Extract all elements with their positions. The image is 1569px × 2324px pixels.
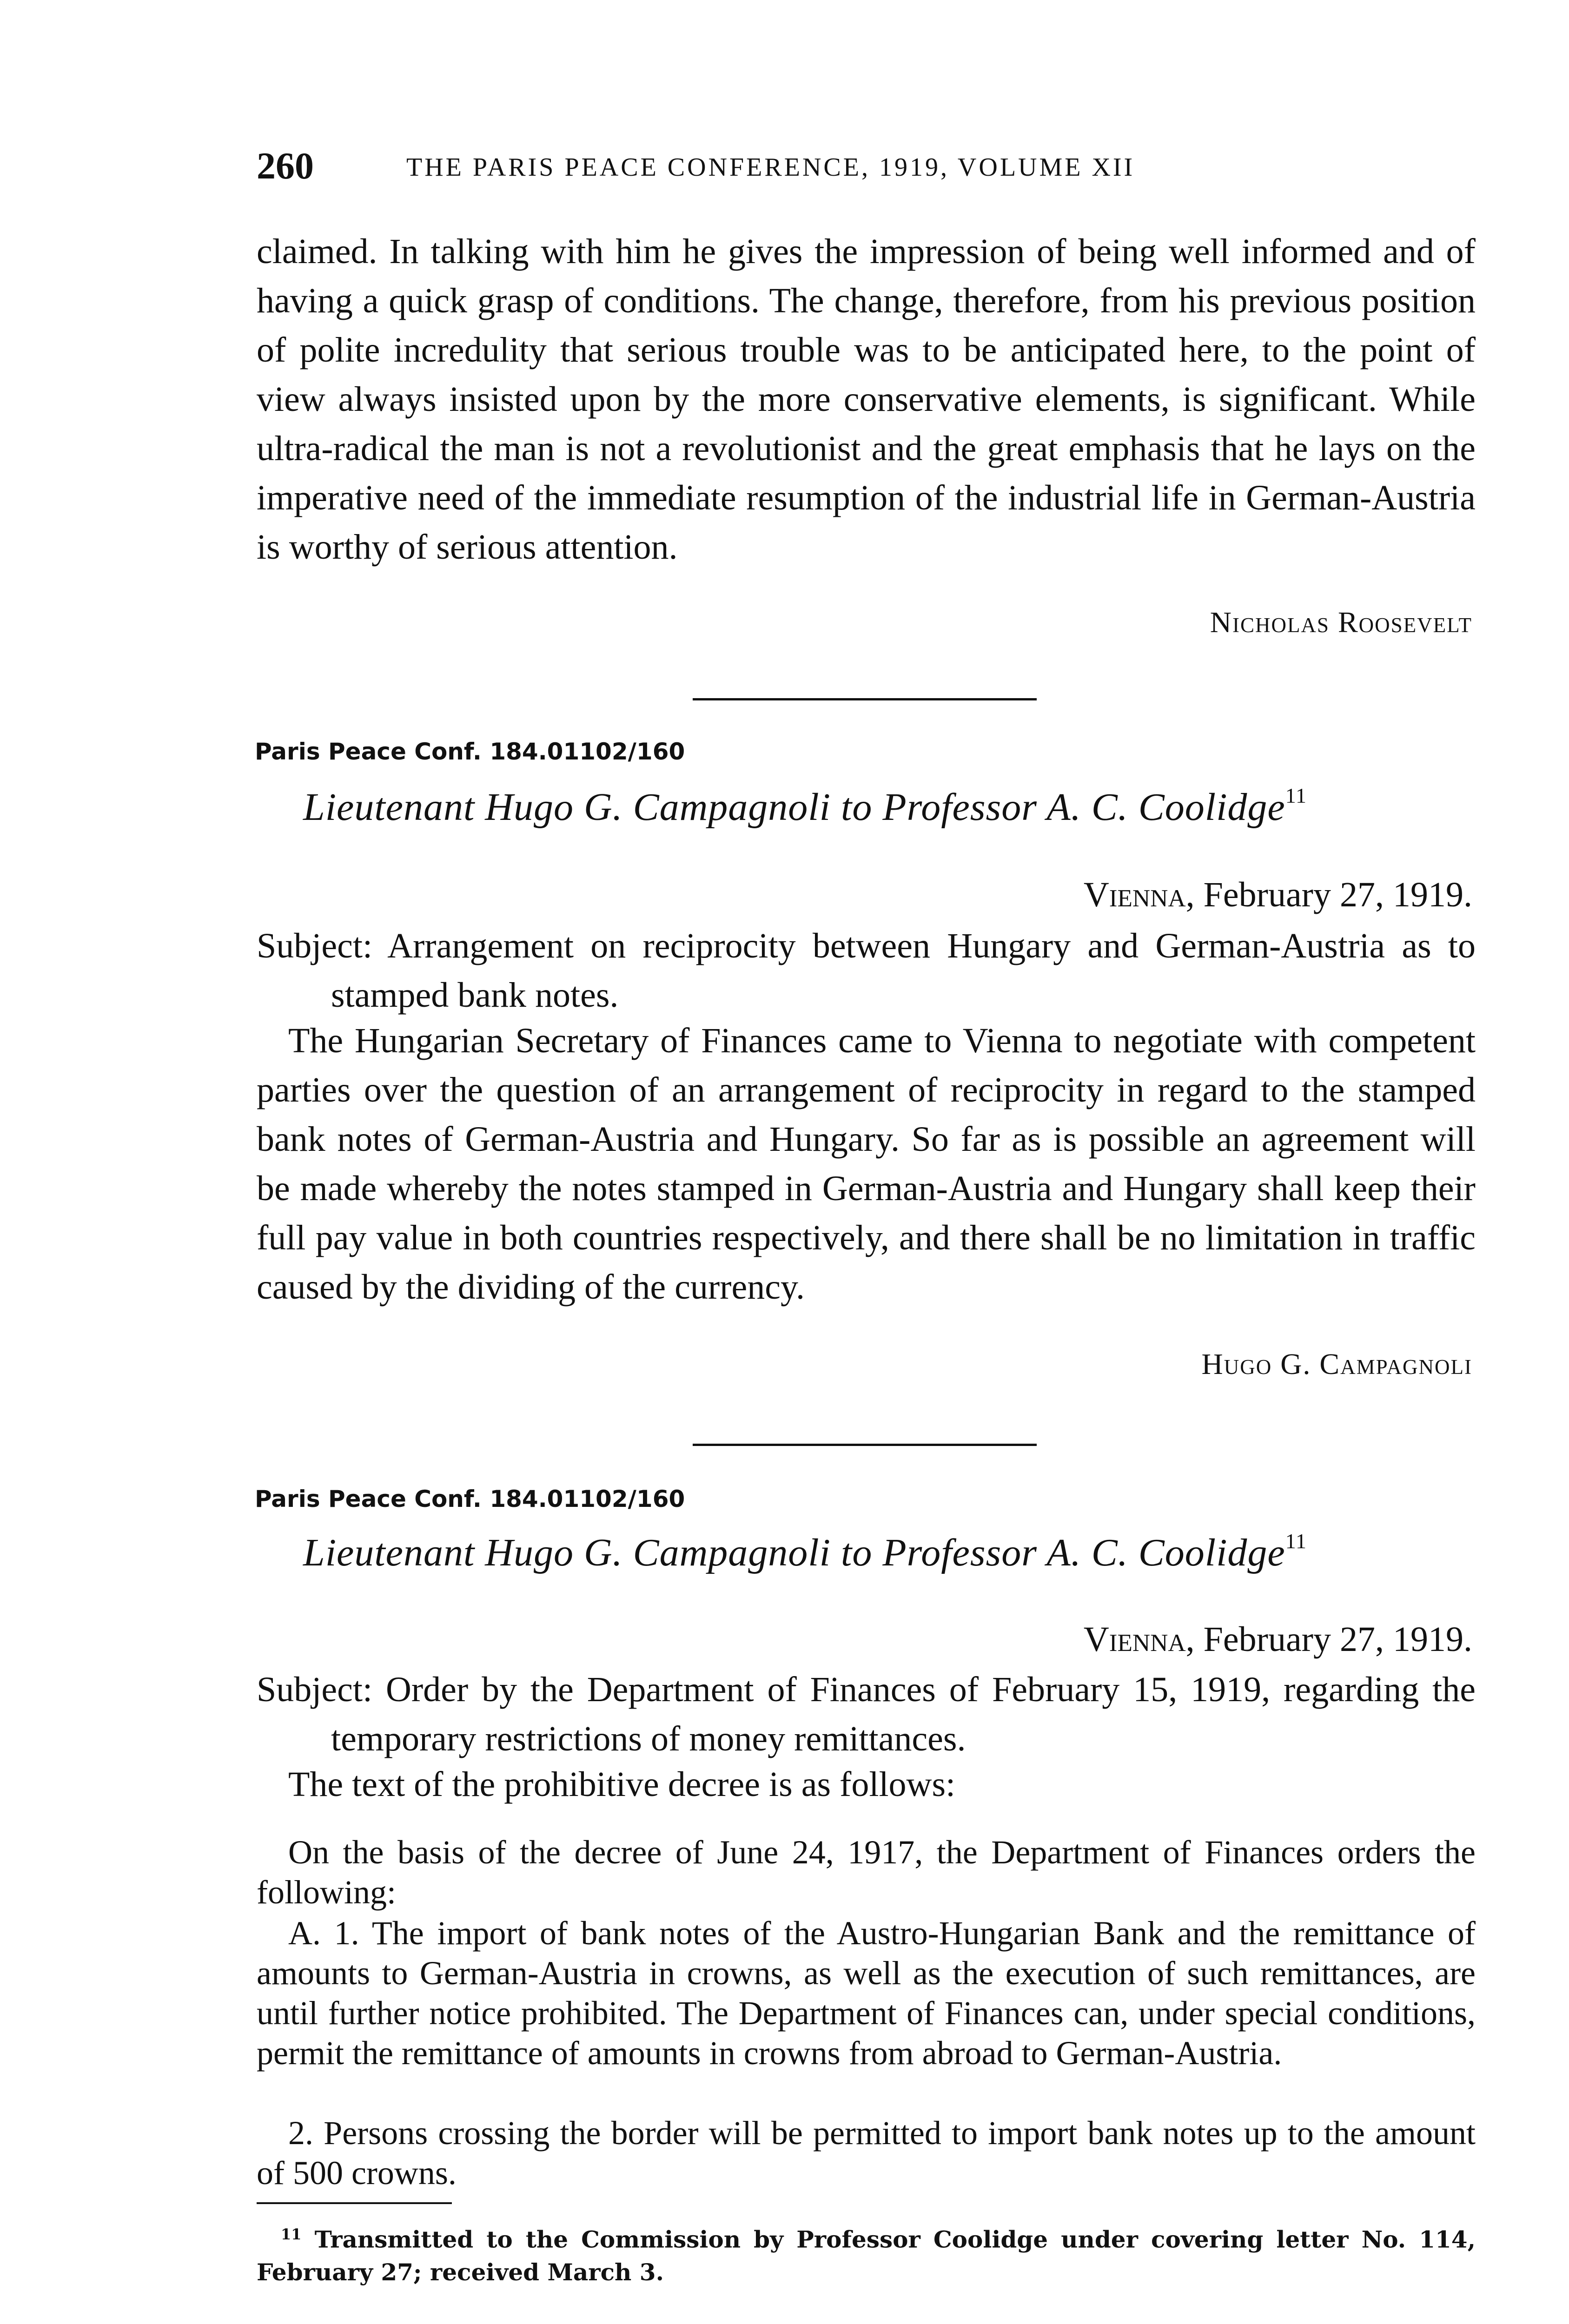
file-code: Paris Peace Conf. 184.01102/160 bbox=[255, 738, 685, 765]
footnote-text: Transmitted to the Commission by Professor Coolidge under covering letter No. 114, February 27; received March 3. bbox=[257, 2225, 1476, 2286]
decree-article-a2: 2. Persons crossing the border will be permitted to import bank notes up to the amount of 500 crowns. bbox=[257, 2114, 1476, 2192]
subject-line: Subject: Order by the Department of Finances of February 15, 1919, regarding the temporary restrictions of money remittances. bbox=[257, 1670, 1476, 1758]
dateline-date: February 27, 1919. bbox=[1194, 875, 1472, 914]
dateline-date: February 27, 1919. bbox=[1194, 1620, 1472, 1659]
subject-line: Subject: Arrangement on reciprocity between Hungary and German-Austria as to stamped bank notes. bbox=[257, 926, 1476, 1015]
running-head: THE PARIS PEACE CONFERENCE, 1919, VOLUME XII bbox=[406, 153, 1135, 182]
footnote-reference: 11 bbox=[1285, 784, 1307, 807]
continuation-paragraph: claimed. In talking with him he gives the impression of being well informed and of having a quick grasp of conditions. The change, therefore, from his previous position of polite incredulity that serious trouble was to be anticipated here, to the point of view always insisted upon by the more conservative elements, is significant. While ultra-radical the man is not a revolutionist and the great emphasis that he lays on the imperative need of the immediate resumption of the industrial life in German-Austria is worthy of serious attention. bbox=[257, 232, 1476, 567]
document-title bbox=[303, 785, 1307, 830]
dateline-city: Vienna, bbox=[1083, 1620, 1195, 1659]
page-number: 260 bbox=[257, 145, 314, 187]
document-title bbox=[303, 1530, 1307, 1575]
section-divider bbox=[693, 1444, 1037, 1446]
body-paragraph: The Hungarian Secretary of Finances came to Vienna to negotiate with competent parties over the question of an arrangement of reciprocity in regard to the stamped bank notes of German-Austria and Hungary. So far as is possible an agreement will be made whereby the notes stamped in German-Austria and Hungary shall keep their full pay value in both countries respectively, and there shall be no limitation in traffic caused by the dividing of the currency. bbox=[257, 1021, 1476, 1307]
footnote bbox=[257, 2218, 1476, 2289]
intro-paragraph: The text of the prohibitive decree is as follows: bbox=[288, 1765, 956, 1804]
footnote-reference: 11 bbox=[1285, 1529, 1307, 1553]
signature-campagnoli: Hugo G. Campagnoli bbox=[1201, 1347, 1472, 1380]
page-header bbox=[257, 144, 1298, 195]
document-title-text: Lieutenant Hugo G. Campagnoli to Professor A. C. Coolidge bbox=[303, 1531, 1285, 1574]
file-code: Paris Peace Conf. 184.01102/160 bbox=[255, 1486, 685, 1512]
document-title-text: Lieutenant Hugo G. Campagnoli to Professor A. C. Coolidge bbox=[303, 786, 1285, 829]
dateline-city: Vienna, bbox=[1083, 875, 1195, 914]
decree-article-a1: A. 1. The import of bank notes of the Austro-Hungarian Bank and the remittance of amounts to German-Austria in crowns, as well as the execution of such remittances, are until further notice prohibited. The Department of Finances can, under special conditions, permit the remittance of amounts in crowns from abroad to German-Austria. bbox=[257, 1915, 1476, 2072]
signature-roosevelt: Nicholas Roosevelt bbox=[1210, 606, 1472, 639]
decree-intro: On the basis of the decree of June 24, 1917, the Department of Finances orders the following: bbox=[257, 1834, 1476, 1911]
dateline bbox=[1084, 1619, 1472, 1660]
footnote-rule bbox=[257, 2202, 452, 2204]
dateline bbox=[1084, 875, 1472, 915]
footnote-number: 11 bbox=[281, 2225, 302, 2243]
section-divider bbox=[693, 698, 1037, 700]
